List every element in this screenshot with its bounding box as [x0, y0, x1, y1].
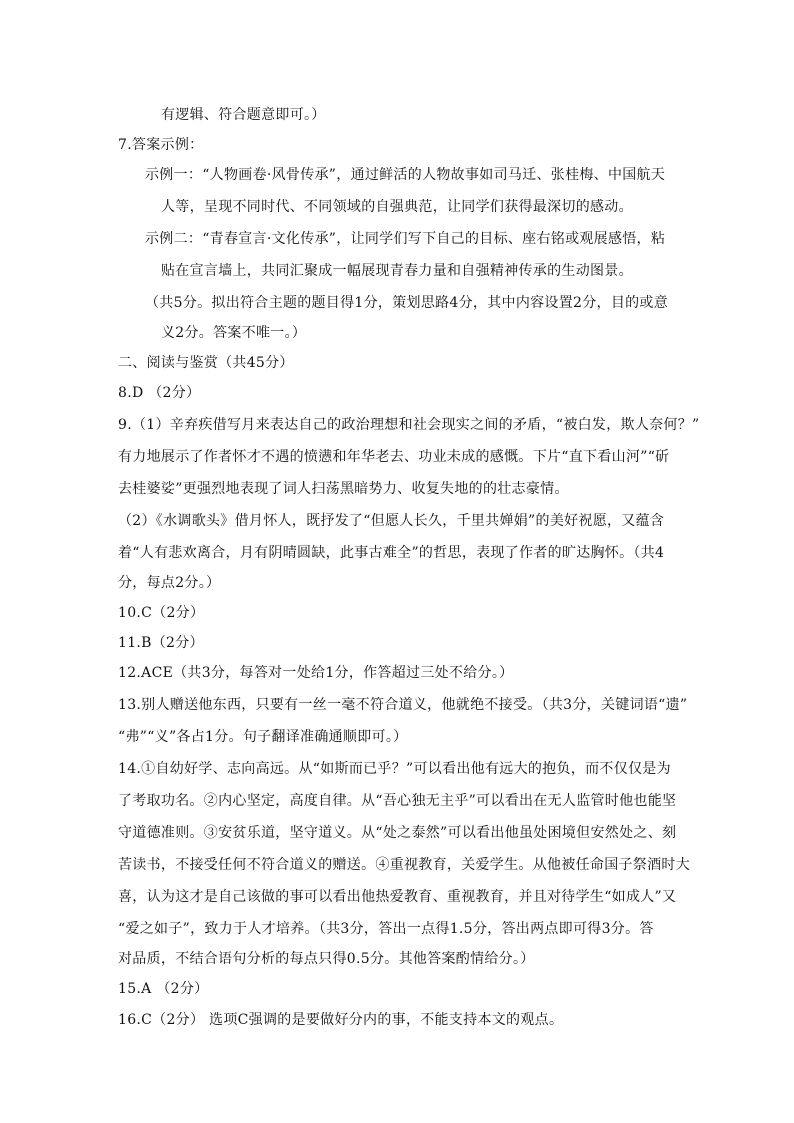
text-line: “爱之如子”，致力于人才培养。（共3分，答出一点得1.5分，答出两点即可得3分。答	[118, 921, 654, 937]
text-line: 去桂婆娑”更强烈地表现了词人扫荡黑暗势力、收复失地的的壮志豪情。	[118, 481, 569, 497]
text-line: 12.ACE（共3分，每答对一处给1分，作答超过三处不给分。）	[118, 665, 514, 681]
text-line: 有力地展示了作者怀才不遇的愤懑和年华老去、功业未成的感慨。下片“直下看山河”“斫	[118, 449, 670, 465]
text-line: 7.答案示例：	[118, 137, 204, 153]
text-line: 分，每点2分。）	[118, 575, 221, 591]
text-line: 喜，认为这才是自己该做的事可以看出他热爱教育、重视教育，并且对待学生“如成人”又	[118, 889, 677, 905]
text-line: 对品质，不结合语句分析的每点只得0.5分。其他答案酌情给分。）	[118, 951, 535, 967]
text-line: 10.C（2分）	[118, 605, 205, 621]
text-line: 9.（1）辛弃疾借写月来表达自己的政治理想和社会现实之间的矛盾，“被白发，欺人奈何？”	[118, 417, 700, 433]
text-line: 15.A （2分）	[118, 981, 209, 997]
section-heading: 二、阅读与鉴赏（共45分）	[118, 355, 294, 371]
text-line: 11.B（2分）	[118, 635, 204, 651]
text-line: 13.别人赠送他东西，只要有一丝一毫不符合道义，他就绝不接受。（共3分，关键词语“遗”	[118, 697, 688, 713]
text-line: 了考取功名。②内心坚定，高度自律。从“吾心独无主乎”可以看出在无人监管时他也能坚	[118, 793, 677, 809]
text-line: 示例二：“青春宣言·文化传承”，让同学们写下自己的目标、座右铭或观展感悟，粘	[145, 231, 666, 247]
text-line: 着“人有悲欢离合，月有阴晴圆缺，此事古难全”的哲思，表现了作者的旷达胸怀。（共4	[118, 545, 665, 561]
text-line: 贴在宣言墙上，共同汇聚成一幅展现青春力量和自强精神传承的生动图景。	[161, 263, 633, 279]
text-line: 义2分。答案不唯一。）	[161, 325, 307, 341]
text-line: 16.C（2分） 选项C强调的是要做好分内的事，不能支持本文的观点。	[118, 1012, 564, 1028]
text-line: 苦读书，不接受任何不符合道义的赠送。④重视教育，关爱学生。从他被任命国子祭酒时大	[118, 857, 690, 873]
text-line: （2）《水调歌头》借月怀人，既抒发了“但愿人长久，千里共婵娟”的美好祝愿，又蕴含	[118, 513, 665, 529]
text-line: 8.D （2分）	[118, 385, 201, 401]
text-line: 守道德准则。③安贫乐道，坚守道义。从“处之泰然”可以看出他虽处困境但安然处之、刻	[118, 825, 677, 841]
text-line: 14.①自幼好学、志向高远。从“如斯而已乎？”可以看出他有远大的抱负，而不仅仅是为	[118, 761, 671, 777]
text-line: 有逻辑、符合题意即可。）	[161, 107, 326, 123]
text-line: 示例一：“人物画卷·风骨传承”，通过鲜活的人物故事如司马迁、张桂梅、中国航天	[145, 167, 666, 183]
text-line: （共5分。拟出符合主题的题目得1分，策划思路4分，其中内容设置2分，目的或意	[145, 295, 669, 311]
text-line: 人等，呈现不同时代、不同领域的自强典范，让同学们获得最深切的感动。	[161, 199, 633, 215]
text-line: “弗”“义”各占1分。句子翻译准确通顺即可。）	[118, 729, 408, 745]
